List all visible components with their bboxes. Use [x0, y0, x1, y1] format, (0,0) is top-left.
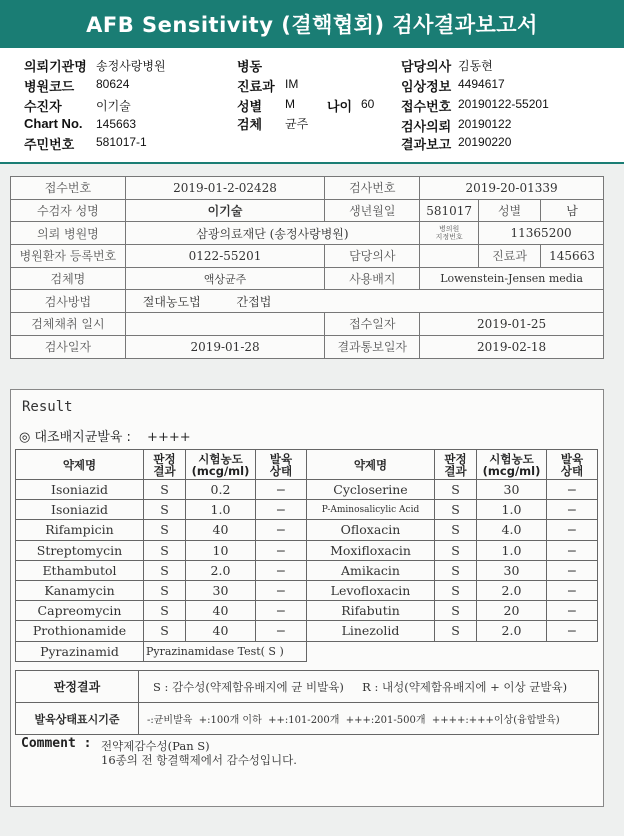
judge-result: S	[435, 560, 477, 580]
label-sex: 성별	[237, 99, 263, 114]
cell-value: 11365200	[479, 222, 604, 245]
cell-value: 삼광의료재단 (송정사랑병원)	[125, 222, 419, 245]
table-row	[16, 621, 598, 641]
empty-cell	[307, 641, 598, 661]
drug-name: Capreomycin	[16, 601, 144, 621]
cell-value: 이기술	[125, 199, 325, 222]
table-row	[11, 267, 604, 290]
label-patient: 수진자	[24, 99, 62, 114]
comment-section	[21, 736, 297, 767]
table-row	[11, 335, 604, 358]
value-specimen: 균주	[285, 117, 309, 131]
test-conc: 30	[477, 560, 547, 580]
judge-result: S	[435, 500, 477, 520]
table-row	[11, 290, 604, 313]
table-row	[11, 245, 604, 268]
test-conc: 0.2	[186, 480, 256, 500]
label-receipt-no: 접수번호	[401, 99, 452, 114]
test-conc: 40	[186, 601, 256, 621]
judge-result: S	[144, 601, 186, 621]
cell-label: 진료과	[479, 245, 541, 268]
cell-value: Lowenstein-Jensen media	[420, 267, 604, 290]
judge-result: S	[144, 560, 186, 580]
cell-value: 0122-55201	[125, 245, 325, 268]
control-label: ◎ 대조배지균발육 :	[19, 430, 131, 445]
label-age: 나이	[327, 99, 353, 114]
growth-status: −	[256, 580, 307, 600]
header-judge: 판정 결과	[435, 450, 477, 480]
table-row	[16, 580, 598, 600]
cell-value: 145663	[541, 245, 604, 268]
cell-label: 의뢰 병원명	[11, 222, 126, 245]
value-hospital-code: 80624	[96, 77, 130, 91]
judge-result: S	[144, 540, 186, 560]
value-patient: 이기술	[96, 99, 131, 113]
drug-name: P-Aminosalicylic Acid	[307, 500, 435, 520]
value-department: IM	[285, 77, 299, 91]
drug-name: Moxifloxacin	[307, 540, 435, 560]
label-requesting-org: 의뢰기관명	[24, 59, 87, 74]
table-row	[11, 177, 604, 200]
test-conc: 30	[186, 580, 256, 600]
table-row	[11, 313, 604, 336]
value-result-report: 20190220	[458, 135, 512, 149]
growth-status: −	[547, 540, 598, 560]
drug-name: Kanamycin	[16, 580, 144, 600]
label-ward: 병동	[237, 59, 263, 74]
table-row	[11, 222, 604, 245]
judge-result: S	[144, 580, 186, 600]
cell-value: 2019-01-2-02428	[125, 177, 325, 200]
comment-label: Comment :	[21, 736, 92, 751]
legend-judge-label: 판정결과	[16, 671, 139, 703]
table-row	[16, 641, 598, 661]
growth-status: −	[547, 621, 598, 641]
judge-result: S	[435, 601, 477, 621]
test-conc: 30	[477, 480, 547, 500]
growth-status: −	[547, 560, 598, 580]
growth-status: −	[256, 621, 307, 641]
cell-value	[420, 245, 479, 268]
table-row	[16, 560, 598, 580]
test-conc: 4.0	[477, 520, 547, 540]
value-test-request: 20190122	[458, 117, 512, 131]
drug-name: Ethambutol	[16, 560, 144, 580]
drug-name: Isoniazid	[16, 480, 144, 500]
growth-status: −	[547, 500, 598, 520]
drug-name: Prothionamide	[16, 621, 144, 641]
growth-status: −	[256, 520, 307, 540]
cell-label: 담당의사	[325, 245, 420, 268]
drug-name: Pyrazinamid	[16, 641, 144, 661]
table-row	[16, 480, 598, 500]
drug-name: Rifabutin	[307, 601, 435, 621]
cell-label: 검사일자	[11, 335, 126, 358]
value-age: 60	[361, 97, 375, 111]
growth-status: −	[256, 601, 307, 621]
test-conc: 2.0	[477, 621, 547, 641]
header-conc: 시험농도 (mcg/ml)	[186, 450, 256, 480]
label-specimen: 검체	[237, 117, 263, 132]
table-row	[16, 703, 599, 735]
control-value: ++++	[147, 430, 191, 445]
cell-label: 접수일자	[325, 313, 420, 336]
patient-info-panel	[0, 48, 624, 162]
drug-sensitivity-table	[15, 449, 598, 662]
result-title: Result	[22, 399, 73, 415]
cell-value: 2019-01-25	[420, 313, 604, 336]
value-resident-no: 581017-1	[96, 135, 147, 149]
cell-value: 2019-02-18	[420, 335, 604, 358]
judge-result: S	[144, 520, 186, 540]
table-header-row	[16, 450, 598, 480]
header-drug: 약제명	[307, 450, 435, 480]
cell-value: 2019-20-01339	[420, 177, 604, 200]
cell-label: 검체채취 일시	[11, 313, 126, 336]
cell-label: 병의원 지정번호	[420, 222, 479, 245]
judge-result: S	[435, 480, 477, 500]
label-resident-no: 주민번호	[24, 137, 75, 152]
growth-status: −	[547, 580, 598, 600]
drug-name: Rifampicin	[16, 520, 144, 540]
test-conc: 1.0	[477, 500, 547, 520]
label-result-report: 결과보고	[401, 137, 452, 152]
drug-name: Isoniazid	[16, 500, 144, 520]
header-conc: 시험농도 (mcg/ml)	[477, 450, 547, 480]
cell-label: 검사번호	[325, 177, 420, 200]
method-indirect: 간접법	[236, 294, 272, 309]
cell-label: 사용배지	[325, 267, 420, 290]
judge-result: S	[144, 621, 186, 641]
judge-result: S	[435, 540, 477, 560]
header-growth: 발육 상태	[547, 450, 598, 480]
test-conc: 1.0	[186, 500, 256, 520]
cell-label: 결과통보일자	[325, 335, 420, 358]
table-row	[16, 540, 598, 560]
comment-line-2: 16종의 전 항결핵제에서 감수성입니다.	[101, 753, 297, 767]
label-department: 진료과	[237, 79, 275, 94]
growth-status: −	[256, 500, 307, 520]
table-row	[16, 520, 598, 540]
legend-growth-label: 발육상태표시기준	[16, 703, 139, 735]
label-test-request: 검사의뢰	[401, 119, 452, 134]
header-judge: 판정 결과	[144, 450, 186, 480]
test-conc: 1.0	[477, 540, 547, 560]
growth-status: −	[547, 520, 598, 540]
cell-value: 액상균주	[125, 267, 325, 290]
comment-line-1: 전약제감수성(Pan S)	[101, 739, 210, 753]
test-conc: 10	[186, 540, 256, 560]
judge-result: S	[144, 480, 186, 500]
value-doctor: 김동현	[458, 59, 493, 73]
test-conc: 2.0	[186, 560, 256, 580]
table-row	[11, 199, 604, 222]
table-row	[16, 500, 598, 520]
test-conc: 40	[186, 621, 256, 641]
label-chart-no: Chart No.	[24, 116, 83, 131]
specimen-info-table	[10, 176, 604, 359]
table-row	[16, 601, 598, 621]
cell-value	[125, 290, 603, 313]
value-sex: M	[285, 97, 295, 111]
cell-label: 접수번호	[11, 177, 126, 200]
control-medium-growth	[19, 426, 191, 445]
growth-status: −	[547, 480, 598, 500]
value-chart-no: 145663	[96, 117, 137, 131]
value-receipt-no: 20190122-55201	[458, 97, 549, 111]
test-conc: 40	[186, 520, 256, 540]
header-drug: 약제명	[16, 450, 144, 480]
cell-label: 검체명	[11, 267, 126, 290]
cell-label: 수검자 성명	[11, 199, 126, 222]
cell-label: 생년월일	[325, 199, 420, 222]
header-growth: 발육 상태	[256, 450, 307, 480]
cell-label: 성별	[479, 199, 541, 222]
growth-status: −	[547, 601, 598, 621]
method-absolute: 절대농도법	[142, 294, 201, 309]
legend-judge-value: S : 감수성(약제함유배지에 균 비발육) R : 내성(약제함유배지에 + 이상 균발육)	[139, 671, 599, 703]
pyrazinamidase-test: Pyrazinamidase Test( S )	[144, 641, 307, 661]
growth-status: −	[256, 560, 307, 580]
legend-table	[15, 670, 599, 735]
drug-name: Amikacin	[307, 560, 435, 580]
value-requesting-org: 송정사랑병원	[96, 59, 166, 73]
test-conc: 20	[477, 601, 547, 621]
report-title: AFB Sensitivity (결핵협회) 검사결과보고서	[0, 0, 624, 48]
judge-result: S	[435, 621, 477, 641]
growth-status: −	[256, 480, 307, 500]
judge-result: S	[144, 500, 186, 520]
test-conc: 2.0	[477, 580, 547, 600]
drug-name: Linezolid	[307, 621, 435, 641]
cell-value: 581017	[420, 199, 479, 222]
drug-name: Levofloxacin	[307, 580, 435, 600]
label-doctor: 담당의사	[401, 59, 452, 74]
cell-label: 검사방법	[11, 290, 126, 313]
growth-status: −	[256, 540, 307, 560]
label-clinical-info: 임상정보	[401, 79, 452, 94]
judge-result: S	[435, 520, 477, 540]
cell-value	[125, 313, 325, 336]
table-row	[16, 671, 599, 703]
drug-name: Streptomycin	[16, 540, 144, 560]
cell-value: 2019-01-28	[125, 335, 325, 358]
cell-value: 남	[541, 199, 604, 222]
judge-result: S	[435, 580, 477, 600]
label-hospital-code: 병원코드	[24, 79, 75, 94]
value-clinical-info: 4494617	[458, 77, 505, 91]
drug-name: Ofloxacin	[307, 520, 435, 540]
drug-name: Cycloserine	[307, 480, 435, 500]
cell-label: 병원환자 등록번호	[11, 245, 126, 268]
legend-growth-value: -:균비발육 +:100개 이하 ++:101-200개 +++:201-500개 ++++:+++이상(융합발육)	[139, 703, 599, 735]
